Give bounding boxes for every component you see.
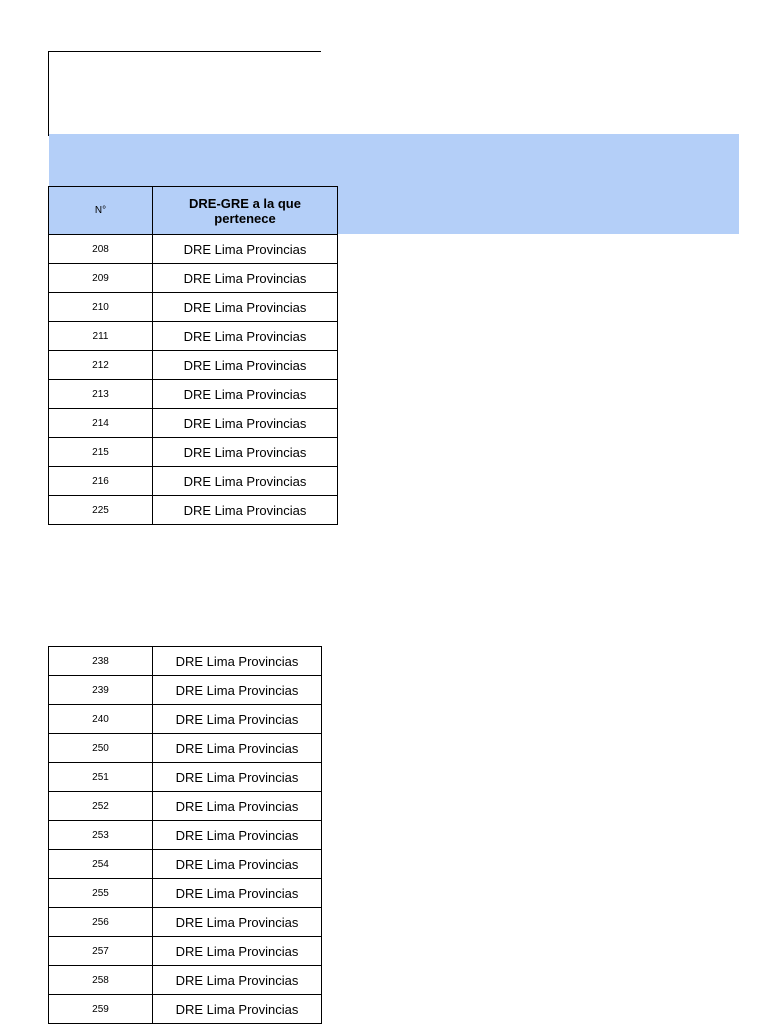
row-number-cell: 259	[49, 995, 153, 1024]
row-dre-cell: DRE Lima Provincias	[153, 293, 338, 322]
column-header-number: N°	[49, 187, 153, 235]
row-dre-cell: DRE Lima Provincias	[153, 409, 338, 438]
row-number-cell: 211	[49, 322, 153, 351]
row-dre-cell: DRE Lima Provincias	[153, 966, 322, 995]
row-dre-cell: DRE Lima Provincias	[153, 908, 322, 937]
row-dre-cell: DRE Lima Provincias	[153, 995, 322, 1024]
row-number-cell: 214	[49, 409, 153, 438]
row-number-cell: 256	[49, 908, 153, 937]
row-dre-cell: DRE Lima Provincias	[153, 850, 322, 879]
row-number-cell: 225	[49, 496, 153, 525]
row-number-cell: 212	[49, 351, 153, 380]
row-dre-cell: DRE Lima Provincias	[153, 792, 322, 821]
row-number-cell: 258	[49, 966, 153, 995]
table-row	[49, 496, 338, 525]
row-number-cell: 215	[49, 438, 153, 467]
table-row	[49, 293, 338, 322]
column-header-dre: DRE-GRE a la que pertenece	[153, 187, 338, 235]
table-row	[49, 351, 338, 380]
row-number-cell: 210	[49, 293, 153, 322]
row-number-cell: 209	[49, 264, 153, 293]
table-row	[49, 380, 338, 409]
table-row	[49, 705, 322, 734]
row-dre-cell: DRE Lima Provincias	[153, 467, 338, 496]
row-number-cell: 254	[49, 850, 153, 879]
row-number-cell: 253	[49, 821, 153, 850]
table-row	[49, 937, 322, 966]
table-row	[49, 908, 322, 937]
table-row	[49, 676, 322, 705]
row-dre-cell: DRE Lima Provincias	[153, 705, 322, 734]
table-row	[49, 995, 322, 1024]
row-dre-cell: DRE Lima Provincias	[153, 647, 322, 676]
table-row	[49, 647, 322, 676]
table-row	[49, 438, 338, 467]
table-row	[49, 235, 338, 264]
row-dre-cell: DRE Lima Provincias	[153, 322, 338, 351]
table-row	[49, 879, 322, 908]
table-row	[49, 467, 338, 496]
row-number-cell: 257	[49, 937, 153, 966]
row-number-cell: 239	[49, 676, 153, 705]
title-box	[48, 51, 321, 136]
row-dre-cell: DRE Lima Provincias	[153, 879, 322, 908]
row-dre-cell: DRE Lima Provincias	[153, 937, 322, 966]
row-number-cell: 255	[49, 879, 153, 908]
row-number-cell: 208	[49, 235, 153, 264]
row-dre-cell: DRE Lima Provincias	[153, 351, 338, 380]
row-dre-cell: DRE Lima Provincias	[153, 496, 338, 525]
table-row	[49, 792, 322, 821]
table-row	[49, 966, 322, 995]
table-row	[49, 264, 338, 293]
row-dre-cell: DRE Lima Provincias	[153, 235, 338, 264]
data-table-top	[48, 186, 338, 525]
row-number-cell: 213	[49, 380, 153, 409]
row-number-cell: 251	[49, 763, 153, 792]
row-dre-cell: DRE Lima Provincias	[153, 676, 322, 705]
data-table-bottom	[48, 646, 322, 1024]
table-row	[49, 409, 338, 438]
table-row	[49, 763, 322, 792]
table-row	[49, 734, 322, 763]
row-number-cell: 250	[49, 734, 153, 763]
row-dre-cell: DRE Lima Provincias	[153, 821, 322, 850]
row-number-cell: 252	[49, 792, 153, 821]
table-row	[49, 322, 338, 351]
row-dre-cell: DRE Lima Provincias	[153, 380, 338, 409]
row-number-cell: 240	[49, 705, 153, 734]
table-row	[49, 821, 322, 850]
table-header-row	[49, 187, 338, 235]
table-row	[49, 850, 322, 879]
row-dre-cell: DRE Lima Provincias	[153, 763, 322, 792]
row-dre-cell: DRE Lima Provincias	[153, 438, 338, 467]
row-number-cell: 216	[49, 467, 153, 496]
row-dre-cell: DRE Lima Provincias	[153, 264, 338, 293]
row-number-cell: 238	[49, 647, 153, 676]
row-dre-cell: DRE Lima Provincias	[153, 734, 322, 763]
